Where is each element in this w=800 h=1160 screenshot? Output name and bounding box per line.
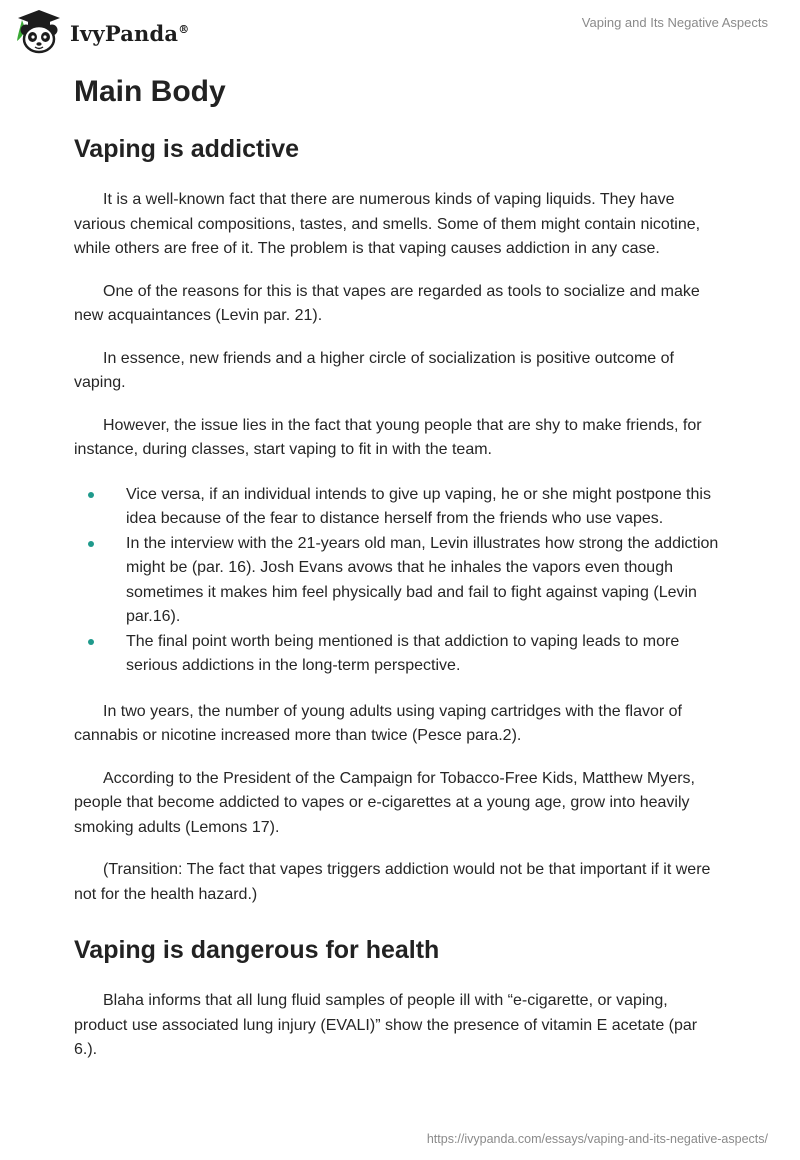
panda-graduate-icon	[14, 8, 64, 54]
bullet-dot-icon	[88, 492, 94, 498]
paragraph: In two years, the number of young adults using vaping cartridges with the flavor of cannabis or nicotine increased more than twice (Pesce para.2).	[74, 702, 682, 744]
paragraph: One of the reasons for this is that vapes are regarded as tools to socialize and make new acquaintances (Levin par. 21).	[74, 282, 700, 324]
running-title: Vaping and Its Negative Aspects	[581, 15, 768, 30]
section-heading-health: Vaping is dangerous for health	[74, 936, 440, 964]
source-url[interactable]: https://ivypanda.com/essays/vaping-and-its-negative-aspects/	[426, 1132, 768, 1146]
list-item	[74, 630, 724, 679]
list-item-text: In the interview with the 21-years old man, Levin illustrates how strong the addiction might be (par. 16). Josh Evans avows that he inhales the vapors even though sometimes it makes him feel physically bad and fail to fight against vaping (Levin par.16).	[126, 534, 719, 625]
bullet-dot-icon	[88, 639, 94, 645]
bullet-list	[74, 483, 724, 679]
paragraph: It is a well-known fact that there are numerous kinds of vaping liquids. They have various chemical compositions, tastes, and smells. Some of them might contain nicotine, while others are free of it. The problem is that vaping causes addiction in any case.	[74, 191, 701, 257]
paragraph: According to the President of the Campaign for Tobacco-Free Kids, Matthew Myers, people that become addicted to vapes or e-cigarettes at a young age, grow into heavily smoking adults (Lemons 17).	[74, 769, 695, 836]
paragraph: Blaha informs that all lung fluid samples of people ill with “e-cigarette, or vaping, product use associated lung injury (EVALI)” show the presence of vitamin E acetate (par 6.).	[74, 992, 698, 1058]
list-item-text: The final point worth being mentioned is that addiction to vaping leads to more serious addictions in the long-term perspective.	[126, 632, 680, 674]
brand-logo[interactable]	[14, 8, 189, 54]
section-heading-addictive: Vaping is addictive	[74, 135, 300, 163]
paragraph: In essence, new friends and a higher circle of socialization is positive outcome of vaping.	[74, 349, 674, 391]
main-heading: Main Body	[74, 75, 226, 108]
list-item-text: Vice versa, if an individual intends to give up vaping, he or she might postpone this idea because of the fear to distance herself from the friends who use vapes.	[126, 485, 711, 527]
list-item	[74, 532, 724, 630]
essay-body	[74, 72, 724, 1063]
paragraph: (Transition: The fact that vapes triggers addiction would not be that important if it were not for the health hazard.)	[74, 861, 711, 903]
list-item	[74, 483, 724, 532]
paragraph: However, the issue lies in the fact that young people that are shy to make friends, for instance, during classes, start vaping to fit in with the team.	[74, 416, 702, 458]
brand-name: IvyPanda®	[70, 20, 190, 46]
page-header	[0, 0, 800, 70]
bullet-dot-icon	[88, 541, 94, 547]
